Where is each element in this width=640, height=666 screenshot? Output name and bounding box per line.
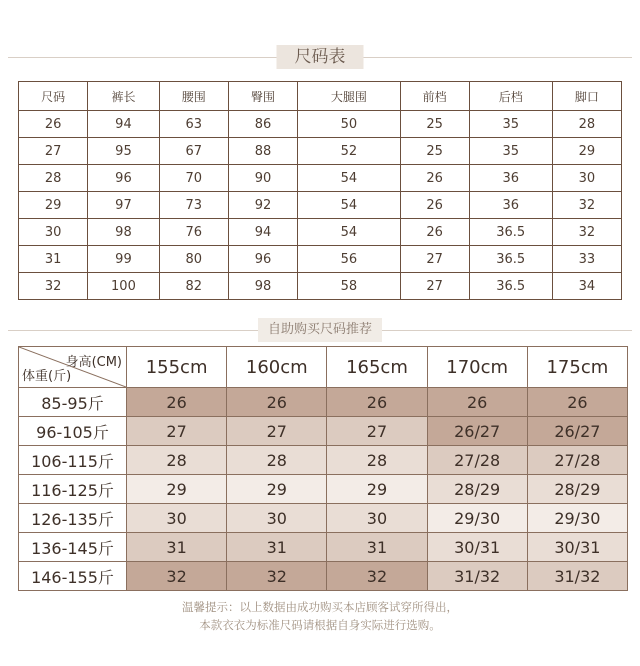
size-cell: 36.5 [469, 219, 552, 246]
recommended-size-cell: 32 [227, 562, 327, 591]
size-cell: 27 [400, 273, 469, 300]
size-row [19, 192, 622, 219]
size-cell: 63 [159, 111, 228, 138]
recommended-size-cell: 31 [127, 533, 227, 562]
size-cell: 76 [159, 219, 228, 246]
recommended-size-cell: 29/30 [527, 504, 627, 533]
size-cell: 96 [228, 246, 297, 273]
height-header-cell: 175cm [527, 347, 627, 388]
tip-line-1: 温馨提示：以上数据由成功购买本店顾客试穿所得出， [182, 600, 458, 614]
recommended-size-cell: 26/27 [427, 417, 527, 446]
recommend-title-bar [0, 318, 640, 342]
recommended-size-cell: 28 [227, 446, 327, 475]
recommended-size-cell: 28/29 [527, 475, 627, 504]
size-row [19, 273, 622, 300]
size-header-cell: 后档 [469, 82, 552, 111]
size-header-cell: 尺码 [19, 82, 88, 111]
size-row [19, 246, 622, 273]
recommended-size-cell: 28 [327, 446, 427, 475]
size-chart-title-bar [0, 45, 640, 69]
recommended-size-cell: 28 [127, 446, 227, 475]
recommend-row [19, 562, 628, 591]
size-cell: 28 [552, 111, 621, 138]
size-header-cell: 裤长 [88, 82, 159, 111]
recommended-size-cell: 32 [327, 562, 427, 591]
size-cell: 25 [400, 138, 469, 165]
size-cell: 36 [469, 192, 552, 219]
recommended-size-cell: 28/29 [427, 475, 527, 504]
recommended-size-cell: 30 [327, 504, 427, 533]
size-cell: 94 [88, 111, 159, 138]
weight-range-cell: 116-125斤 [19, 475, 127, 504]
size-cell: 27 [19, 138, 88, 165]
size-cell: 36.5 [469, 273, 552, 300]
recommended-size-cell: 31 [227, 533, 327, 562]
recommended-size-cell: 26 [127, 388, 227, 417]
recommended-size-cell: 26 [327, 388, 427, 417]
recommended-size-cell: 29/30 [427, 504, 527, 533]
size-cell: 34 [552, 273, 621, 300]
weight-range-cell: 126-135斤 [19, 504, 127, 533]
size-cell: 36.5 [469, 246, 552, 273]
size-cell: 80 [159, 246, 228, 273]
recommended-size-cell: 30 [227, 504, 327, 533]
size-cell: 99 [88, 246, 159, 273]
size-cell: 36 [469, 165, 552, 192]
size-chart-table [18, 81, 622, 300]
weight-range-cell: 146-155斤 [19, 562, 127, 591]
size-cell: 29 [19, 192, 88, 219]
recommend-row [19, 533, 628, 562]
recommended-size-cell: 27/28 [427, 446, 527, 475]
size-cell: 52 [298, 138, 400, 165]
size-cell: 25 [400, 111, 469, 138]
size-cell: 92 [228, 192, 297, 219]
size-header-cell: 腰围 [159, 82, 228, 111]
recommended-size-cell: 29 [127, 475, 227, 504]
size-cell: 54 [298, 219, 400, 246]
recommended-size-cell: 27 [127, 417, 227, 446]
recommend-row [19, 475, 628, 504]
height-header-cell: 155cm [127, 347, 227, 388]
size-cell: 73 [159, 192, 228, 219]
size-cell: 56 [298, 246, 400, 273]
size-header-cell: 脚口 [552, 82, 621, 111]
recommend-row [19, 504, 628, 533]
height-header-cell: 160cm [227, 347, 327, 388]
size-cell: 28 [19, 165, 88, 192]
size-cell: 27 [400, 246, 469, 273]
recommended-size-cell: 29 [227, 475, 327, 504]
size-cell: 29 [552, 138, 621, 165]
recommended-size-cell: 26 [427, 388, 527, 417]
size-cell: 35 [469, 111, 552, 138]
size-cell: 26 [400, 219, 469, 246]
size-row [19, 219, 622, 246]
size-cell: 26 [19, 111, 88, 138]
weight-range-cell: 85-95斤 [19, 388, 127, 417]
tip-line-2: 本款衣衣为标准尺码请根据自身实际进行选购。 [199, 618, 441, 632]
recommended-size-cell: 31/32 [527, 562, 627, 591]
size-cell: 35 [469, 138, 552, 165]
recommended-size-cell: 30/31 [527, 533, 627, 562]
recommended-size-cell: 31/32 [427, 562, 527, 591]
size-header-row [19, 82, 622, 111]
size-cell: 88 [228, 138, 297, 165]
height-header-cell: 170cm [427, 347, 527, 388]
recommended-size-cell: 27 [327, 417, 427, 446]
size-cell: 26 [400, 192, 469, 219]
size-cell: 33 [552, 246, 621, 273]
size-cell: 50 [298, 111, 400, 138]
size-cell: 98 [228, 273, 297, 300]
size-cell: 100 [88, 273, 159, 300]
recommended-size-cell: 26 [527, 388, 627, 417]
size-row [19, 111, 622, 138]
recommended-size-cell: 29 [327, 475, 427, 504]
weight-range-cell: 136-145斤 [19, 533, 127, 562]
size-cell: 95 [88, 138, 159, 165]
size-cell: 90 [228, 165, 297, 192]
recommended-size-cell: 27/28 [527, 446, 627, 475]
size-header-cell: 臀围 [228, 82, 297, 111]
recommend-row [19, 417, 628, 446]
size-cell: 26 [400, 165, 469, 192]
size-row [19, 138, 622, 165]
size-cell: 96 [88, 165, 159, 192]
corner-cell [19, 347, 127, 388]
size-cell: 94 [228, 219, 297, 246]
size-cell: 32 [19, 273, 88, 300]
size-cell: 82 [159, 273, 228, 300]
size-cell: 67 [159, 138, 228, 165]
recommended-size-cell: 27 [227, 417, 327, 446]
recommended-size-cell: 30/31 [427, 533, 527, 562]
size-cell: 98 [88, 219, 159, 246]
recommended-size-cell: 32 [127, 562, 227, 591]
size-cell: 86 [228, 111, 297, 138]
size-chart-title: 尺码表 [277, 45, 364, 69]
size-cell: 58 [298, 273, 400, 300]
size-recommend-table [18, 346, 628, 591]
size-cell: 70 [159, 165, 228, 192]
size-cell: 32 [552, 219, 621, 246]
size-row [19, 165, 622, 192]
size-cell: 54 [298, 165, 400, 192]
size-cell: 32 [552, 192, 621, 219]
recommend-row [19, 446, 628, 475]
recommended-size-cell: 31 [327, 533, 427, 562]
recommended-size-cell: 26 [227, 388, 327, 417]
size-header-cell: 前档 [400, 82, 469, 111]
size-cell: 30 [552, 165, 621, 192]
recommend-title: 自助购买尺码推荐 [258, 318, 382, 342]
recommended-size-cell: 26/27 [527, 417, 627, 446]
size-cell: 31 [19, 246, 88, 273]
height-header-cell: 165cm [327, 347, 427, 388]
size-cell: 97 [88, 192, 159, 219]
size-header-cell: 大腿围 [298, 82, 400, 111]
weight-range-cell: 96-105斤 [19, 417, 127, 446]
recommended-size-cell: 30 [127, 504, 227, 533]
size-cell: 30 [19, 219, 88, 246]
weight-axis-label: 体重(斤) [22, 369, 72, 384]
size-cell: 54 [298, 192, 400, 219]
weight-range-cell: 106-115斤 [19, 446, 127, 475]
recommend-header-row [19, 347, 628, 388]
height-axis-label: 身高(CM) [65, 355, 122, 370]
recommend-row [19, 388, 628, 417]
